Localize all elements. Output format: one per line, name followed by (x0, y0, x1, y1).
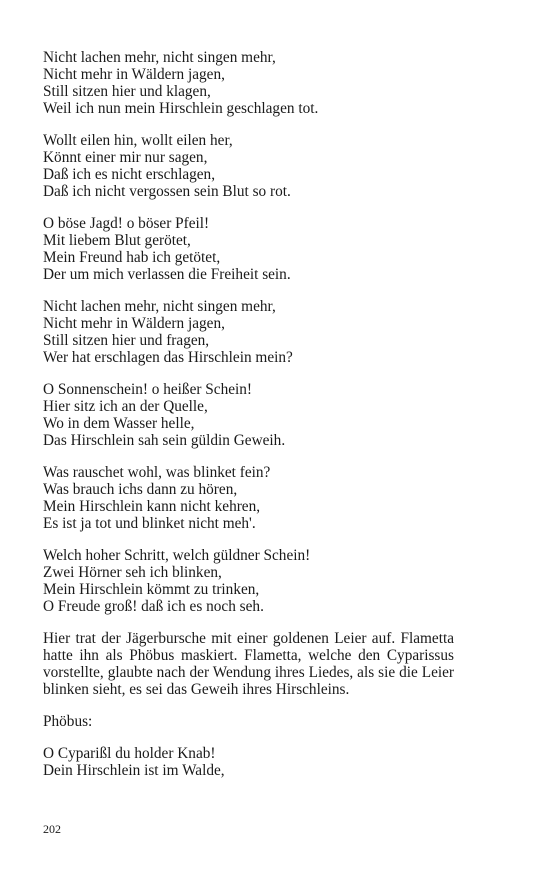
verse-line: Es ist ja tot und blinket nicht meh'. (43, 515, 256, 532)
verse-line: Nicht lachen mehr, nicht singen mehr, (43, 49, 276, 66)
verse-line: Nicht lachen mehr, nicht singen mehr, (43, 298, 276, 315)
verse-line: Wer hat erschlagen das Hirschlein mein? (43, 349, 293, 366)
verse-line: O Sonnenschein! o heißer Schein! (43, 381, 253, 398)
verse-line: Was brauch ichs dann zu hören, (43, 481, 238, 498)
verse-line: Mit liebem Blut gerötet, (43, 232, 191, 249)
verse-line: Zwei Hörner seh ich blinken, (43, 564, 222, 581)
stanza-1 (43, 49, 454, 117)
verse-line: Hier sitz ich an der Quelle, (43, 398, 208, 415)
stanza-5 (43, 381, 454, 449)
verse-line: Nicht mehr in Wäldern jagen, (43, 315, 225, 332)
verse-line: O böse Jagd! o böser Pfeil! (43, 215, 210, 232)
stanza-2 (43, 132, 454, 200)
verse-line: Wo in dem Wasser helle, (43, 415, 195, 432)
verse-line: Mein Freund hab ich getötet, (43, 249, 221, 266)
stage-direction-paragraph: Hier trat der Jägerbursche mit einer goldenen Leier auf. Flametta hatte ihn als Phöbus maskiert. Flametta, welche den Cyparissus vorstellte, glaubte nach der Wendung ihres Liedes, als sie die Leier blinken sieht, es sei das Geweih ihres Hirschleins. (43, 630, 454, 698)
page-number: 202 (43, 822, 61, 836)
verse-line: Weil ich nun mein Hirschlein geschlagen tot. (43, 100, 319, 117)
stanza-final (43, 745, 454, 779)
stanza-6 (43, 464, 454, 532)
verse-line: Mein Hirschlein kann nicht kehren, (43, 498, 261, 515)
verse-line: Wollt eilen hin, wollt eilen her, (43, 132, 233, 149)
verse-line: O Freude groß! daß ich es noch seh. (43, 598, 264, 615)
stanza-3 (43, 215, 454, 283)
verse-line: Nicht mehr in Wäldern jagen, (43, 66, 225, 83)
speaker-label: Phöbus: (43, 713, 93, 730)
stanza-4 (43, 298, 454, 366)
verse-line: Still sitzen hier und klagen, (43, 83, 211, 100)
verse-line: Daß ich nicht vergossen sein Blut so rot. (43, 183, 291, 200)
verse-line: Was rauschet wohl, was blinket fein? (43, 464, 271, 481)
verse-line: Dein Hirschlein ist im Walde, (43, 762, 225, 779)
page-text (43, 49, 454, 794)
verse-line: Mein Hirschlein kömmt zu trinken, (43, 581, 260, 598)
verse-line: Der um mich verlassen die Freiheit sein. (43, 266, 291, 283)
verse-line: O Cyparißl du holder Knab! (43, 745, 216, 762)
stanza-7 (43, 547, 454, 615)
verse-line: Könnt einer mir nur sagen, (43, 149, 208, 166)
verse-line: Welch hoher Schritt, welch güldner Schein! (43, 547, 311, 564)
verse-line: Das Hirschlein sah sein güldin Geweih. (43, 432, 286, 449)
verse-line: Daß ich es nicht erschlagen, (43, 166, 216, 183)
verse-line: Still sitzen hier und fragen, (43, 332, 210, 349)
